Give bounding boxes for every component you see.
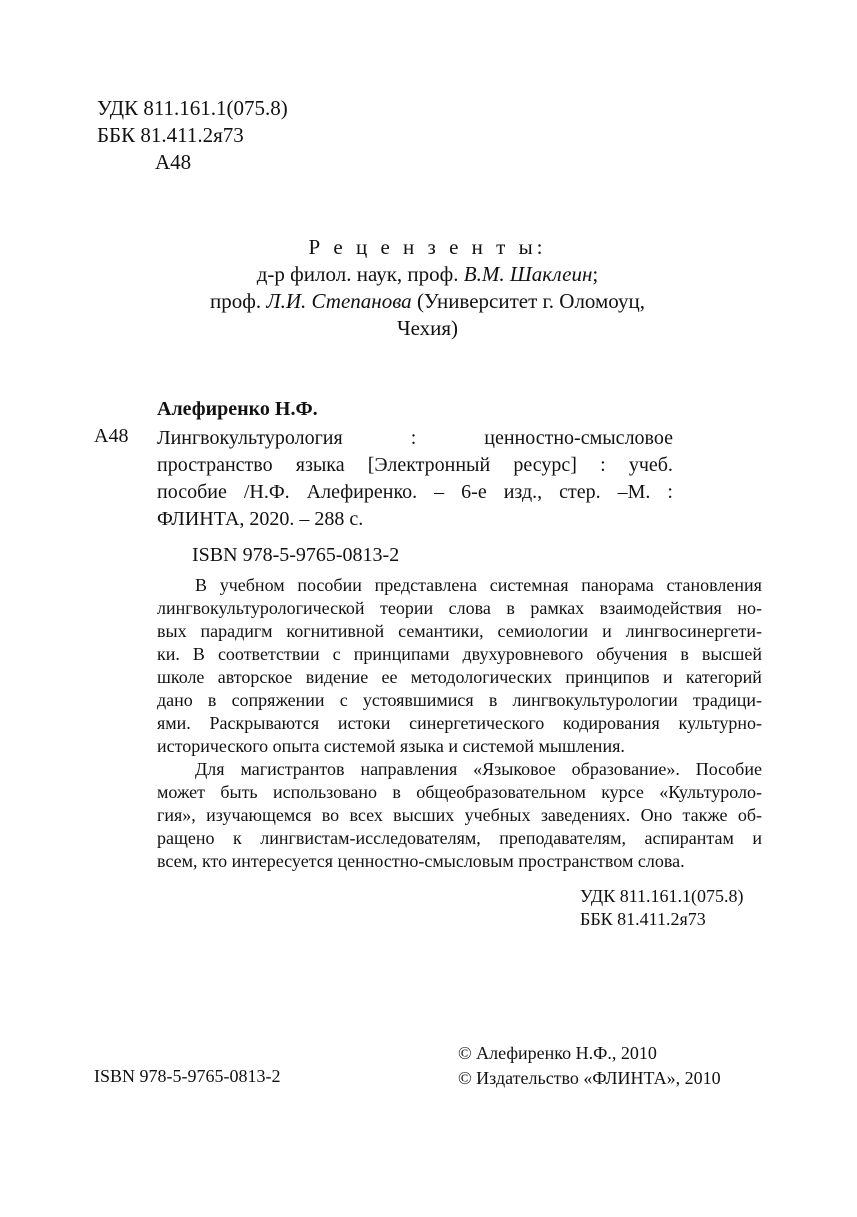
abstract-word: становления	[666, 575, 762, 595]
biblio-word: –М.	[617, 481, 651, 503]
abstract-word: лингвокультурологической	[157, 598, 365, 618]
abstract-word: принципов	[565, 667, 650, 687]
catalog-author: Алефиренко Н.Ф.	[157, 398, 318, 420]
abstract-word: В	[195, 575, 208, 595]
abstract-word: когнитивной	[286, 621, 385, 641]
abstract-word: высших	[393, 805, 455, 825]
abstract-word: двухуровневого	[462, 644, 584, 664]
biblio-word: :	[410, 427, 417, 449]
copyright-block	[458, 1041, 721, 1091]
abstract-word: и	[752, 828, 762, 848]
abstract-word: взаимодействия	[599, 598, 722, 618]
abstract-word: представлена	[374, 575, 478, 595]
abstract-word: системная	[489, 575, 569, 595]
abstract-word: лингвистам-исследователям,	[260, 828, 481, 848]
abstract-word: В	[192, 644, 205, 664]
biblio-word: ресурс]	[513, 454, 577, 476]
abstract-word: лингвокультурологии	[512, 690, 678, 710]
reviewers-block	[150, 234, 705, 342]
abstract-word: преподавателям,	[499, 828, 626, 848]
bibliographic-entry	[157, 425, 673, 533]
classification-block	[97, 95, 288, 176]
abstract-line	[157, 827, 762, 850]
abstract-word: лингвосинергети-	[625, 621, 762, 641]
abstract-line	[157, 804, 762, 827]
biblio-word: учеб.	[628, 454, 673, 476]
abstract-word: изучающемся	[206, 805, 312, 825]
abstract-line	[157, 712, 762, 735]
biblio-word: :	[600, 454, 606, 476]
abstract-word: сопряжении	[231, 690, 325, 710]
abstract-word: с	[332, 644, 341, 664]
author-cutter: А48	[155, 150, 192, 174]
abstract-word: дано	[157, 690, 193, 710]
reviewer-2-title: проф.	[210, 289, 267, 313]
biblio-word: изд.,	[503, 481, 543, 503]
abstract-word: устоявшимися	[362, 690, 474, 710]
abstract-word: Пособие	[695, 759, 762, 779]
abstract-line	[157, 597, 762, 620]
udk-code: УДК 811.161.1(075.8)	[97, 96, 288, 120]
abstract-word: ее	[381, 667, 398, 687]
abstract-word: в	[392, 782, 401, 802]
abstract-word: направления	[360, 759, 458, 779]
abstract-word: «Языковое	[473, 759, 556, 779]
biblio-line	[157, 425, 673, 452]
abstract-word: парадигм	[200, 621, 273, 641]
abstract-line	[157, 758, 762, 781]
reviewer-1-suffix: ;	[592, 262, 599, 286]
abstract-word: панорама	[581, 575, 654, 595]
abstract-word: образование».	[571, 759, 680, 779]
abstract-word: категорий	[685, 667, 762, 687]
abstract-word: к	[233, 828, 242, 848]
biblio-word: [Электронный	[367, 454, 491, 476]
reviewer-1-title: д-р филол. наук, проф.	[256, 262, 464, 286]
abstract-word: курсе	[601, 782, 644, 802]
abstract-word: Для	[195, 759, 225, 779]
isbn-number: ISBN 978-5-9765-0813-2	[192, 544, 400, 566]
abstract-word: общеобразовательном	[416, 782, 586, 802]
biblio-word: –	[434, 481, 445, 503]
abstract-word: в	[506, 598, 515, 618]
abstract-line	[157, 689, 762, 712]
abstract-word: ращено	[157, 828, 215, 848]
abstract-word: использовано	[272, 782, 378, 802]
abstract-word: и	[602, 621, 612, 641]
abstract-word: синергетического	[409, 713, 545, 733]
abstract-word: магистрантов	[240, 759, 345, 779]
abstract-word: гия»,	[157, 805, 196, 825]
biblio-word: стер.	[559, 481, 601, 503]
abstract-line	[157, 643, 762, 666]
abstract-word: теории	[380, 598, 434, 618]
biblio-word: ФЛИНТА, 2020. – 288 с.	[157, 508, 364, 530]
abstract-line	[157, 850, 762, 873]
abstract-word: в	[207, 690, 217, 710]
reviewer-1	[150, 261, 705, 288]
biblio-word: :	[667, 481, 673, 503]
abstract-word: аспирантам	[644, 828, 734, 848]
abstract-word: кодирования	[562, 713, 660, 733]
abstract-word: ями.	[157, 713, 191, 733]
abstract-word: культурно-	[678, 713, 762, 733]
abstract-word: Оно	[640, 805, 673, 825]
abstract-word: семантики,	[398, 621, 484, 641]
reviewer-2-affiliation: (Университет г. Оломоуц,	[411, 289, 645, 313]
reviewer-2-affiliation-cont: Чехия)	[396, 316, 459, 340]
abstract-word: учебных	[464, 805, 531, 825]
abstract-word: и	[662, 667, 673, 687]
reviewers-heading: Р е ц е н з е н т ы:	[308, 235, 547, 259]
abstract-word: заведениях.	[540, 805, 631, 825]
abstract-word: всех	[349, 805, 383, 825]
abstract-word: в	[680, 644, 689, 664]
abstract-line	[157, 781, 762, 804]
reviewer-1-name: В.М. Шаклеин	[463, 262, 593, 286]
abstract-word: «Культуроло-	[659, 782, 762, 802]
abstract-word: истоки	[337, 713, 391, 733]
abstract-word: вых	[157, 621, 187, 641]
abstract-word: об-	[737, 805, 762, 825]
biblio-line	[157, 506, 673, 533]
abstract-word: методологических	[410, 667, 553, 687]
footer-classification	[580, 885, 744, 931]
abstract-line	[157, 574, 762, 597]
abstract-line	[157, 666, 762, 689]
abstract-word: высшей	[701, 644, 762, 664]
abstract-word: школе	[157, 667, 205, 687]
biblio-line	[157, 479, 673, 506]
biblio-word: Лингвокультурология	[157, 427, 343, 449]
biblio-word: языка	[295, 454, 345, 476]
biblio-word: пособие	[157, 481, 227, 503]
abstract-word: соответствии	[217, 644, 320, 664]
abstract-word: авторское	[217, 667, 293, 687]
footer-isbn: ISBN 978-5-9765-0813-2	[94, 1066, 281, 1086]
abstract-word: семиологии	[497, 621, 589, 641]
bbk-code: ББК 81.411.2я73	[97, 123, 244, 147]
abstract-word: обучения	[596, 644, 668, 664]
abstract-word: но-	[737, 598, 762, 618]
footer-udk: УДК 811.161.1(075.8)	[580, 886, 744, 906]
footer-bbk: ББК 81.411.2я73	[580, 909, 706, 929]
abstract-word: пособии	[297, 575, 362, 595]
abstract-text	[157, 574, 762, 873]
abstract-word: учебном	[219, 575, 285, 595]
abstract-word: Раскрываются	[209, 713, 320, 733]
abstract-word: с	[339, 690, 348, 710]
biblio-word: Алефиренко.	[306, 481, 418, 503]
biblio-word: 6-е	[461, 481, 487, 503]
biblio-word: пространство	[157, 454, 273, 476]
abstract-word: принципами	[353, 644, 450, 664]
abstract-word: традици-	[692, 690, 762, 710]
abstract-word: также	[682, 805, 728, 825]
abstract-line-text: исторического опыта системой языка и системой мышления.	[157, 736, 625, 756]
biblio-line	[157, 452, 673, 479]
biblio-word: /Н.Ф.	[243, 481, 290, 503]
abstract-line	[157, 735, 762, 758]
biblio-word: ценностно-смысловое	[484, 427, 673, 449]
reviewer-2	[150, 288, 705, 315]
abstract-word: во	[321, 805, 340, 825]
abstract-word: слова	[448, 598, 491, 618]
copyright-publisher: © Издательство «ФЛИНТА», 2010	[458, 1068, 721, 1088]
abstract-word: видение	[305, 667, 369, 687]
copyright-author: © Алефиренко Н.Ф., 2010	[458, 1043, 657, 1063]
abstract-word: быть	[220, 782, 258, 802]
reviewer-2-name: Л.И. Степанова	[266, 289, 412, 313]
abstract-word: ки.	[157, 644, 180, 664]
abstract-word: рамках	[530, 598, 585, 618]
abstract-line	[157, 620, 762, 643]
abstract-word: в	[488, 690, 498, 710]
abstract-line-text: всем, кто интересуется ценностно-смысловым пространством слова.	[157, 851, 685, 871]
abstract-word: может	[157, 782, 205, 802]
catalog-cutter: А48	[94, 425, 129, 447]
